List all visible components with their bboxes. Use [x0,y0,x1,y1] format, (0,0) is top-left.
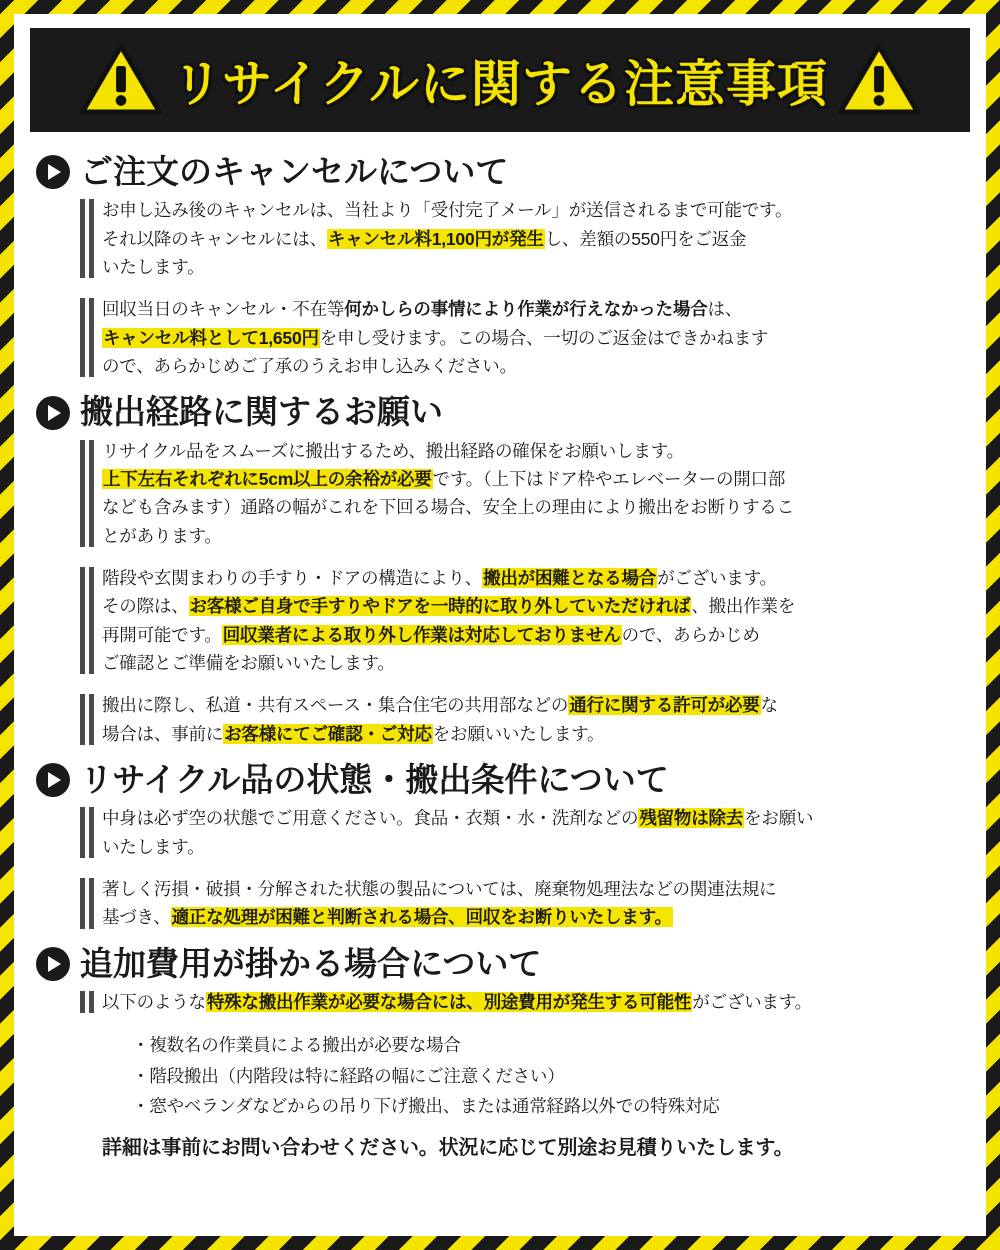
text-run: 、搬出作業を [691,596,796,617]
text-run: ので、あらかじめ [621,624,760,645]
play-arrow-icon [36,947,70,981]
text-run: 回収当日のキャンセル・不在等 [102,299,345,320]
paragraph [80,875,964,932]
title-banner [30,28,970,132]
section [36,154,964,380]
text-run: 再開可能です。 [102,624,222,645]
highlighted-text: 通行に関する許可が必要 [569,695,760,716]
paragraph [80,196,964,281]
text-run: な [760,695,778,716]
section [36,394,964,748]
text-run: がございます。 [692,992,812,1013]
text-run: なども含みます）通路の幅がこれを下回る場合、安全上の理由により搬出をお断りするこ [102,497,794,518]
text-run: いたします。 [102,836,205,857]
highlighted-text: 搬出が困難となる場合 [483,568,657,589]
text-run: 以下のような [102,992,206,1013]
paragraph [80,691,964,748]
closing-note: 詳細は事前にお問い合わせください。状況に応じて別途お見積りいたします。 [102,1136,794,1159]
text-run: をお願いいたします。 [432,723,605,744]
text-run: とがあります。 [102,525,222,546]
section [36,946,964,1160]
text-run: それ以降のキャンセルには、 [102,228,327,249]
text-run: をお願い [744,808,814,829]
text-run: 中身は必ず空の状態でご用意ください。食品・衣類・水・洗剤などの [102,808,639,829]
text-run: し、差額の550円をご返金 [544,228,747,249]
list-item: ・ 複数名の作業員による搬出が必要な場合 [132,1030,964,1060]
play-arrow-icon [36,155,70,189]
warning-triangle-icon [838,43,920,117]
section-title: ご注文のキャンセルについて [80,153,509,190]
paragraph [80,988,964,1016]
text-run: は、 [707,299,743,320]
text-run: 場合は、事前に [102,723,224,744]
list-item: ・ 窓やベランダなどからの吊り下げ搬出、または通常経路以外での特殊対応 [132,1091,964,1121]
play-arrow-icon [36,763,70,797]
list-item: ・ 階段搬出（内階段は特に経路の幅にご注意ください） [132,1061,964,1091]
section [36,762,964,932]
text-run: 階段や玄関まわりの手すり・ドアの構造により、 [102,568,483,589]
text-run: お申し込み後のキャンセルは、当社より「受付完了メール」が送信されるまで可能です。 [102,200,793,221]
paragraph [80,437,964,550]
sections-container [30,132,970,1160]
warning-triangle-icon [80,43,162,117]
content-card [14,14,986,1236]
text-run: その際は、 [102,596,189,617]
highlighted-text: お客様にてご確認・ご対応 [224,723,432,744]
text-run: ので、あらかじめご了承のうえお申し込みください。 [102,356,517,377]
highlighted-text: お客様ご自身で手すりやドアを一時的に取り外していただければ [189,596,691,617]
text-run: を申し受けます。この場合、一切のご返金はできかねます [319,327,769,348]
bullet-list [132,1030,964,1120]
section-title: 追加費用が掛かる場合について [80,944,542,982]
highlighted-text: 特殊な搬出作業が必要な場合には、別途費用が発生する可能性 [206,992,692,1013]
section-heading [36,154,964,190]
paragraph [80,295,964,380]
text-run: いたします。 [102,256,205,277]
text-run: 基づき、 [102,907,171,928]
section-heading [36,946,964,982]
text-run: ご確認とご準備をお願いいたします。 [102,653,395,674]
section-heading [36,394,964,430]
section-title: 搬出経路に関するお願い [80,393,443,431]
text-run: 著しく汚損・破損・分解された状態の製品については、廃棄物処理法などの関連法規に [102,879,777,900]
highlighted-text: キャンセル料1,100円が発生 [327,228,544,249]
text-run: リサイクル品をスムーズに搬出するため、搬出経路の確保をお願いします。 [102,440,684,461]
text-run: がございます。 [657,568,777,589]
page-title: リサイクルに関する注意事項 [172,56,828,112]
highlighted-text: 上下左右それぞれに5cm以上の余裕が必要 [103,469,432,489]
text-run: 搬出に際し、私道・共有スペース・集合住宅の共用部などの [102,695,569,716]
highlighted-text: 回収業者による取り外し作業は対応しておりません [222,624,621,645]
paragraph [80,564,964,677]
bold-text: 何かしらの事情により作業が行えなかった場合 [344,299,708,320]
highlighted-text: キャンセル料として1,650円 [103,327,319,348]
paragraph [80,804,964,861]
play-arrow-icon [36,396,70,430]
highlighted-text: 適正な処理が困難と判断される場合、回収をお断りいたします。 [171,907,672,928]
section-heading [36,762,964,798]
text-run: です。（上下はドア枠やエレベーターの開口部 [432,469,786,489]
highlighted-text: 残留物は除去 [639,808,744,829]
section-title: リサイクル品の状態・搬出条件について [80,761,669,799]
